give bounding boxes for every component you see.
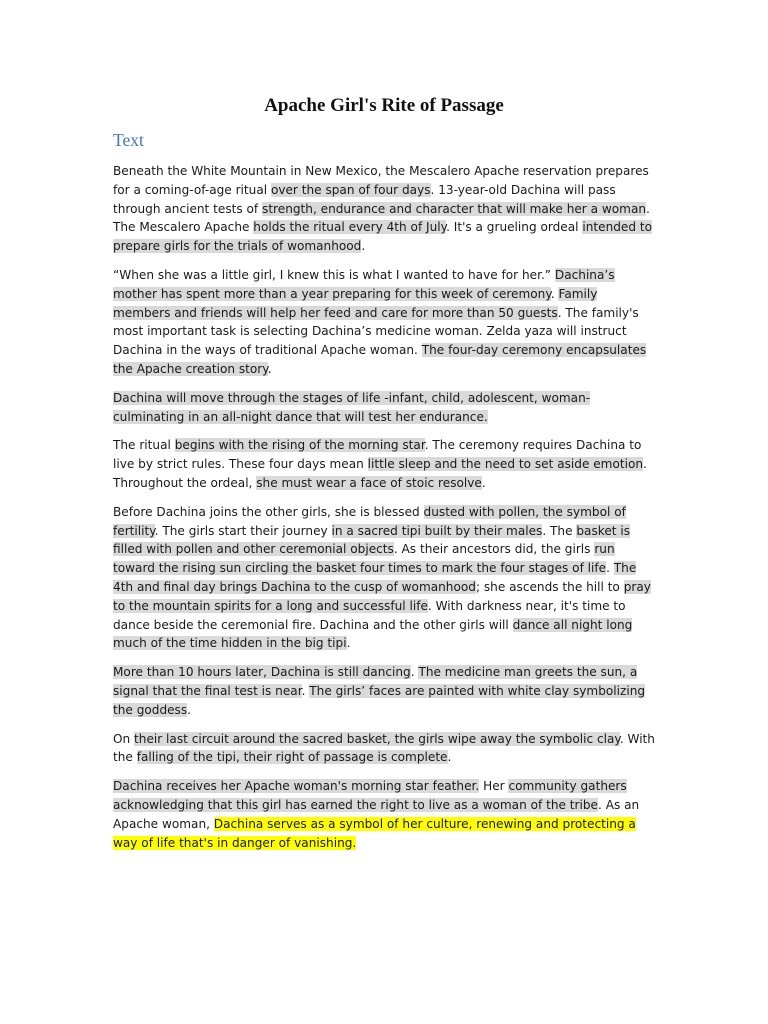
body-text: . (606, 561, 614, 576)
highlighted-text: dusted with pollen, the symbol of fertility (113, 504, 626, 538)
highlighted-text: The 4th and final day brings Dachina to the cusp of womanhood (113, 561, 637, 594)
highlighted-text: basket is filled with pollen and other ceremonial objects (113, 523, 631, 557)
highlighted-text: run toward the rising sun circling the basket four times to mark the four stages of life (113, 542, 615, 576)
body-text: . With darkness near, it's time to dance beside the ceremonial fire. Dachina and the other girls will (113, 598, 626, 632)
paragraph-5 (113, 503, 655, 653)
highlighted-text: Dachina serves as a symbol of her culture, renewing and protecting a way of life that's in danger of vanishing. (113, 816, 636, 850)
paragraph-7 (113, 730, 655, 768)
body-text: . The (542, 523, 577, 538)
body-text: On (113, 731, 135, 746)
highlighted-text: over the span of four days (270, 182, 431, 197)
paragraph-6 (113, 663, 655, 719)
paragraph-3 (113, 389, 655, 427)
highlighted-text: she must wear a face of stoic resolve (256, 475, 482, 490)
highlighted-text: strength, endurance and character that will make her a woman (262, 201, 647, 216)
body-text: . (187, 702, 192, 717)
highlighted-text: Family members and friends will help her feed and care for more than 50 guests (113, 286, 598, 320)
highlighted-text: pray to the mountain spirits for a long and successful life (113, 579, 651, 613)
highlighted-text: intended to prepare girls for the trials of womanhood (113, 220, 653, 254)
body-text: Beneath the White Mountain in New Mexico, the Mescalero Apache reservation prepares for a coming-of-age ritual (113, 164, 649, 197)
section-heading: Text (113, 130, 144, 150)
body-text: Before Dachina joins the other girls, she is blessed (113, 504, 424, 519)
body-text: . As their ancestors did, the girls (393, 542, 595, 557)
highlighted-text: in a sacred tipi built by their males (331, 523, 543, 538)
highlighted-text: Dachina will move through the stages of life -infant, child, adolescent, woman- culminating in an all-night dance that will test her endurance. (113, 390, 591, 424)
body-text: . Throughout the ordeal, (113, 457, 647, 490)
highlighted-text: The four-day ceremony encapsulates the Apache creation story (113, 343, 647, 376)
highlighted-text: their last circuit around the sacred basket, the girls wipe away the symbolic clay (134, 731, 620, 746)
document-body (113, 162, 655, 852)
body-text: Her (479, 779, 509, 794)
body-text: . (410, 665, 419, 680)
document-title: Apache Girl's Rite of Passage (264, 95, 504, 116)
body-text: . The Mescalero Apache (113, 201, 650, 235)
paragraph-2 (113, 266, 655, 379)
body-text: . (361, 239, 366, 254)
body-text: . (481, 475, 486, 490)
body-text: . The girls start their journey (154, 523, 332, 538)
paragraph-4 (113, 436, 655, 492)
highlighted-text: little sleep and the need to set aside emotion (367, 457, 644, 472)
highlighted-text: The girls’ faces are painted with white clay symbolizing the goddess (113, 683, 646, 717)
body-text: . The ceremony requires Dachina to live by strict rules. These four days mean (113, 438, 642, 472)
body-text: ; she ascends the hill to (475, 579, 624, 594)
highlighted-text: Dachina receives her Apache woman's morning star feather. (113, 779, 480, 794)
body-text: . (447, 750, 452, 765)
body-text: . As an Apache woman, (113, 797, 640, 831)
highlighted-text: begins with the rising of the morning star (174, 438, 425, 453)
highlighted-text: More than 10 hours later, Dachina is still dancing (113, 665, 411, 680)
highlighted-text: falling of the tipi, their right of passage is complete (136, 750, 448, 765)
highlighted-text: dance all night long much of the time hidden in the big tipi (113, 617, 633, 651)
highlighted-text: holds the ritual every 4th of July (253, 220, 447, 235)
body-text: . The family's most important task is selecting Dachina’s medicine woman. Zelda yaza will instruct Dachina in the ways of traditional Apache woman. (113, 305, 639, 358)
paragraph-8 (113, 777, 655, 852)
body-text: . With the (113, 731, 655, 765)
body-text: . (550, 286, 559, 301)
body-text: The ritual (113, 438, 175, 453)
highlighted-text: community gathers acknowledging that this girl has earned the right to live as a woman of the tribe (113, 779, 627, 812)
body-text: . (267, 361, 272, 376)
body-text: . It's a grueling ordeal (446, 220, 583, 235)
body-text: . (301, 683, 310, 698)
paragraph-1 (113, 162, 655, 256)
highlighted-text: Dachina’s mother has spent more than a year preparing for this week of ceremony (113, 267, 615, 301)
body-text: “When she was a little girl, I knew this is what I wanted to have for her.” (113, 267, 555, 282)
highlighted-text: The medicine man greets the sun, a signal that the final test is near (113, 665, 638, 698)
body-text: . 13-year-old Dachina will pass through ancient tests of (113, 182, 616, 216)
body-text: . (346, 636, 351, 651)
